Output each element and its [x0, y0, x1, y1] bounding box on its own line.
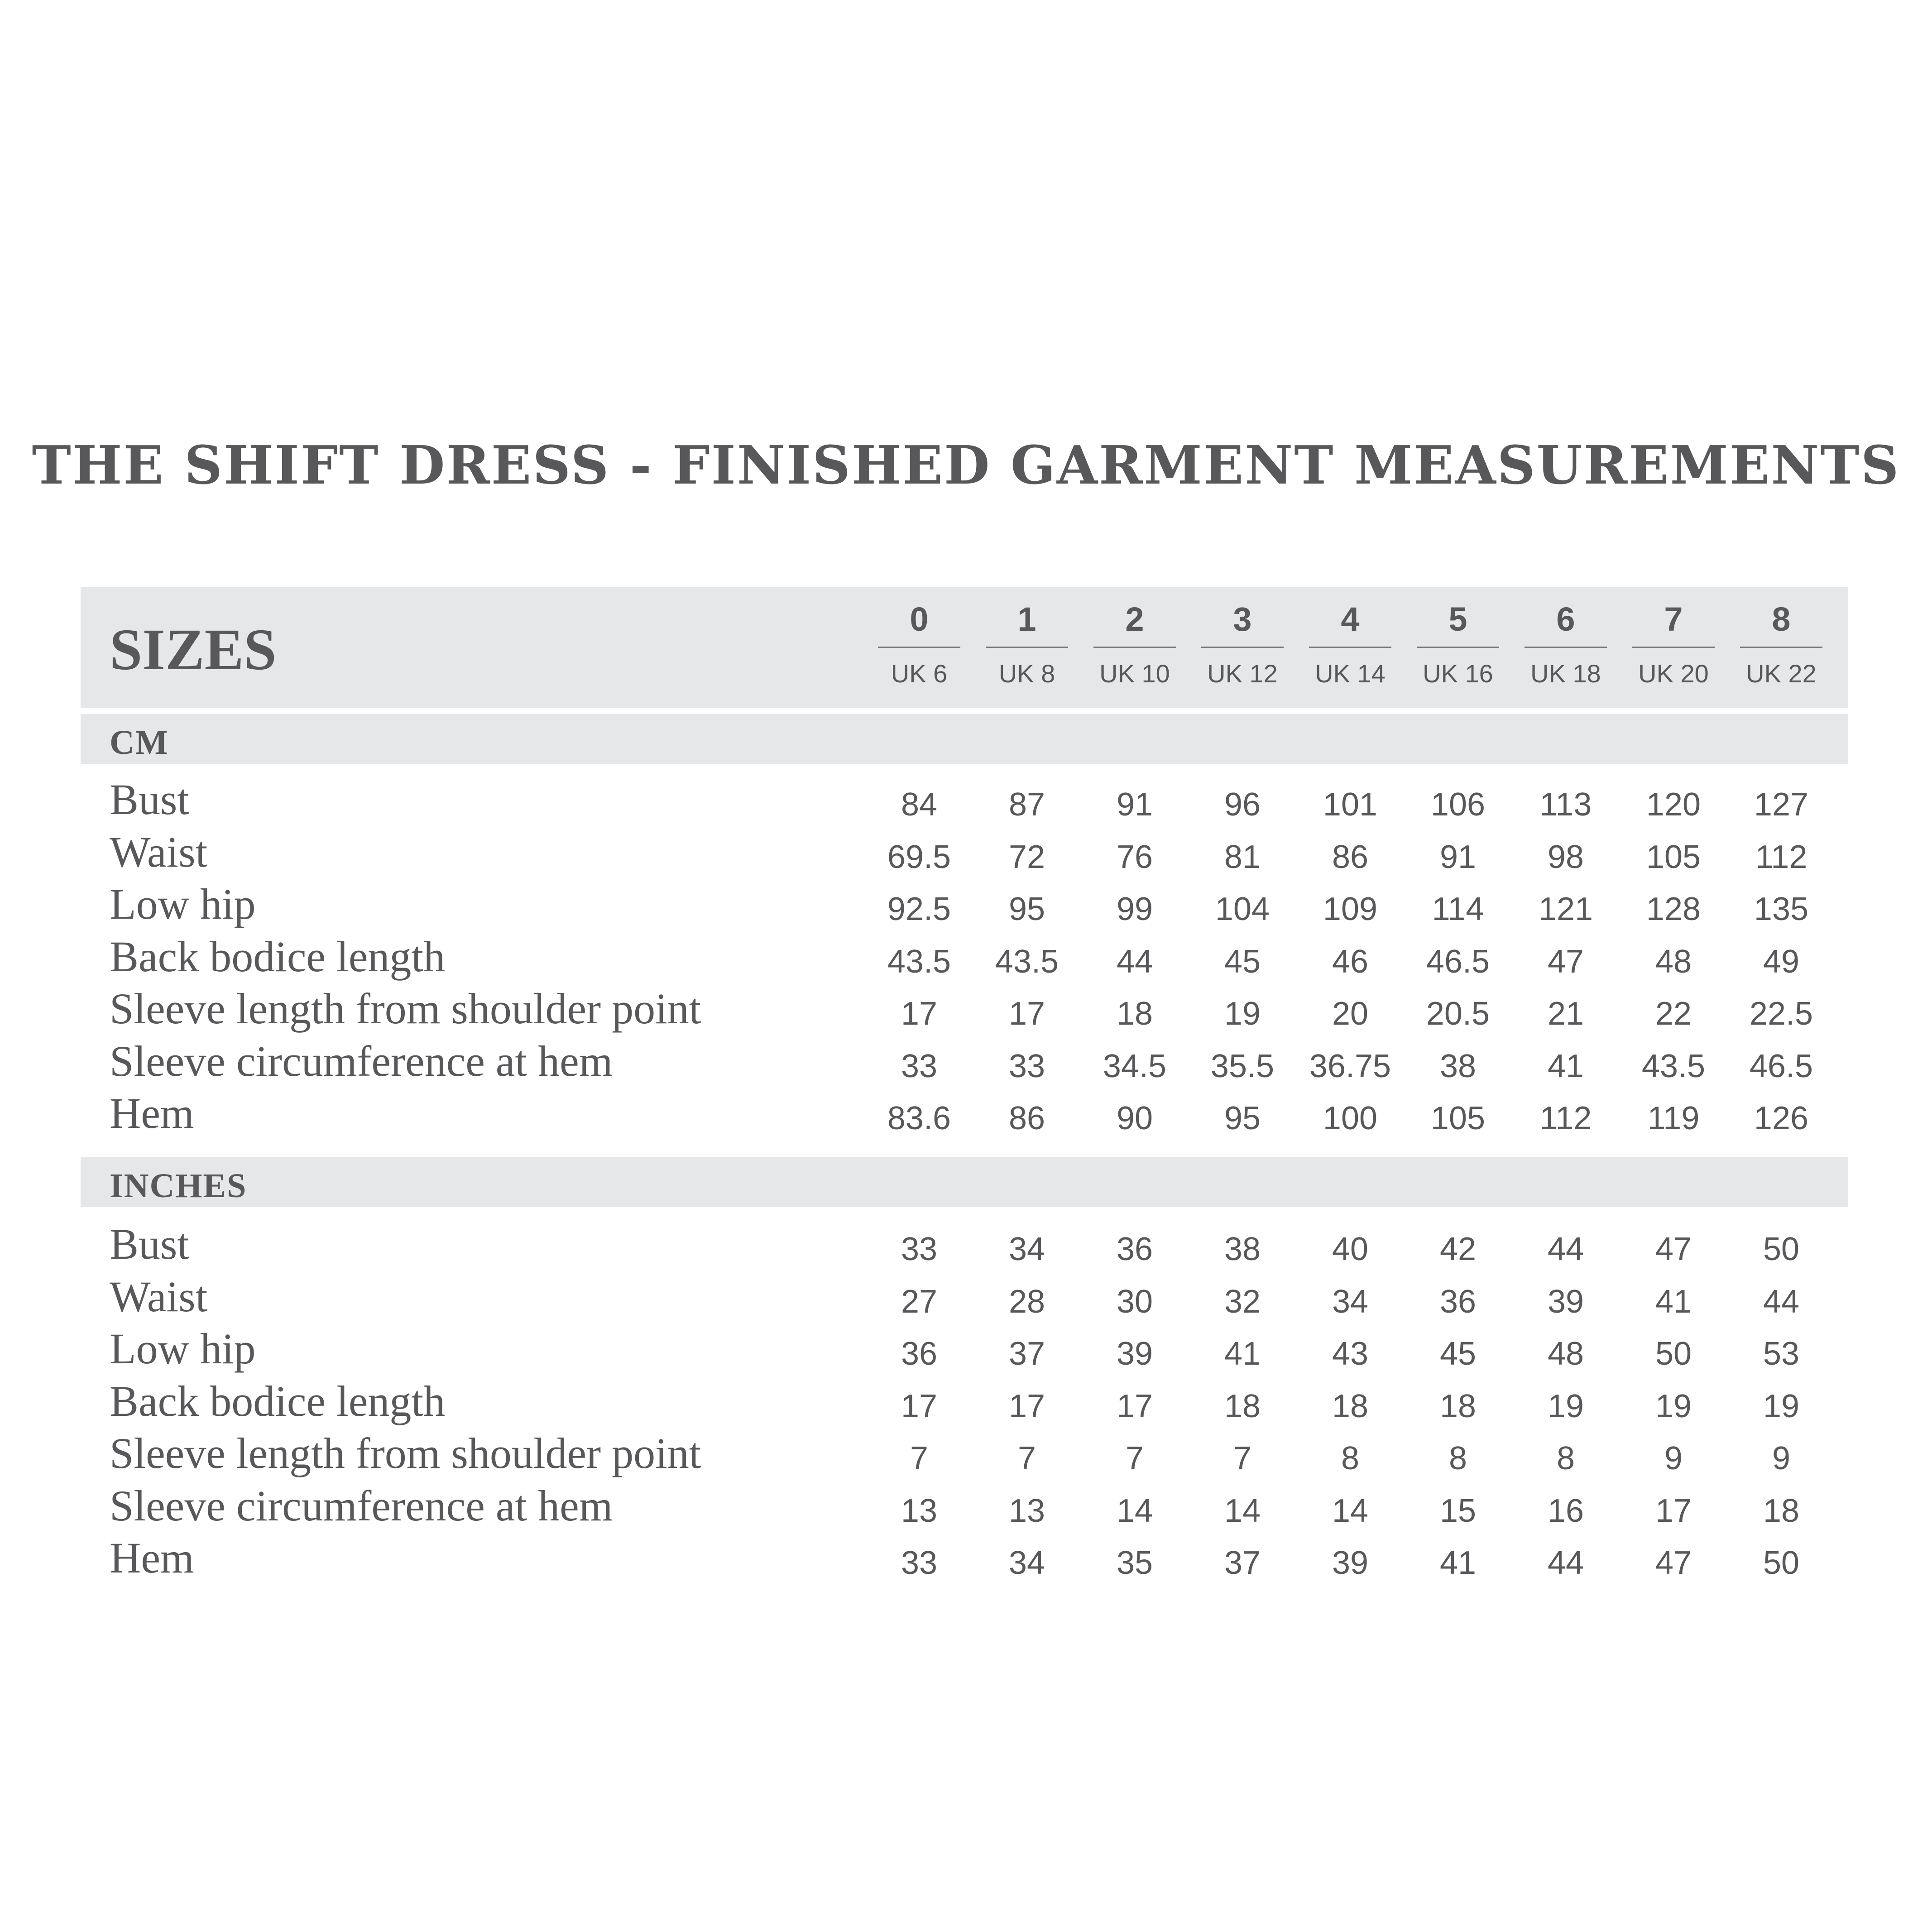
measurement-value: 16 — [1547, 1492, 1584, 1529]
measurement-value: 13 — [1008, 1492, 1045, 1529]
measurement-value: 19 — [1763, 1388, 1800, 1424]
size-column — [1309, 597, 1391, 690]
measurement-label: Sleeve circumference at hem — [110, 1036, 613, 1085]
table-row — [0, 930, 1932, 983]
table-row — [0, 1218, 1932, 1270]
measurement-value: 43.5 — [887, 943, 951, 980]
size-divider — [878, 647, 960, 648]
table-row — [0, 826, 1932, 878]
measurement-label: Sleeve length from shoulder point — [110, 984, 701, 1033]
measurement-value: 20 — [1332, 996, 1369, 1032]
measurement-value: 19 — [1224, 996, 1261, 1032]
measurement-value: 8 — [1448, 1440, 1467, 1477]
measurement-value: 28 — [1008, 1283, 1045, 1320]
measurement-value: 135 — [1754, 891, 1809, 927]
size-divider — [1309, 647, 1391, 648]
measurement-label: Bust — [110, 775, 190, 824]
measurement-value: 95 — [1008, 891, 1045, 927]
size-divider — [1740, 647, 1822, 648]
measurement-label: Waist — [110, 1272, 208, 1321]
sizes-label: SIZES — [110, 617, 277, 682]
measurement-value: 113 — [1539, 786, 1592, 823]
measurement-value: 44 — [1547, 1231, 1584, 1267]
measurement-value: 40 — [1332, 1231, 1369, 1267]
size-column — [1525, 597, 1607, 690]
size-number: 0 — [910, 600, 929, 638]
measurement-value: 104 — [1215, 891, 1270, 927]
measurement-value: 91 — [1116, 786, 1153, 823]
measurement-value: 126 — [1754, 1100, 1809, 1136]
measurement-value: 18 — [1763, 1492, 1800, 1529]
measurement-value: 47 — [1655, 1545, 1692, 1581]
measurement-value: 121 — [1538, 891, 1593, 927]
measurement-value: 9 — [1664, 1440, 1683, 1477]
measurement-value: 46.5 — [1426, 943, 1490, 980]
measurement-value: 49 — [1763, 943, 1800, 980]
measurement-value: 17 — [1116, 1388, 1153, 1424]
measurement-label: Low hip — [110, 880, 256, 928]
measurement-value: 92.5 — [887, 891, 951, 927]
size-divider — [1417, 647, 1499, 648]
measurement-value: 106 — [1430, 786, 1486, 823]
measurement-value: 37 — [1008, 1336, 1045, 1372]
measurement-value: 18 — [1224, 1388, 1261, 1424]
measurement-value: 33 — [901, 1231, 938, 1267]
measurement-value: 119 — [1647, 1100, 1700, 1136]
measurement-value: 36 — [1116, 1231, 1153, 1267]
inches-section-band — [81, 1157, 1848, 1207]
measurement-label: Hem — [110, 1089, 194, 1137]
measurement-value: 35 — [1116, 1545, 1153, 1581]
measurement-value: 7 — [1233, 1440, 1252, 1477]
measurement-value: 18 — [1439, 1388, 1477, 1424]
table-row — [0, 1427, 1932, 1479]
measurement-value: 105 — [1646, 839, 1701, 875]
inches-section-label: INCHES — [110, 1167, 247, 1205]
size-column — [1632, 597, 1715, 690]
measurement-value: 76 — [1116, 839, 1153, 875]
cm-section-label: CM — [110, 724, 169, 762]
size-number: 1 — [1017, 600, 1036, 638]
size-divider — [986, 647, 1068, 648]
page-title: THE SHIFT DRESS - FINISHED GARMENT MEASUREMENTS — [32, 435, 1900, 496]
measurement-value: 17 — [901, 1388, 938, 1424]
measurement-value: 36 — [901, 1336, 938, 1372]
measurement-value: 96 — [1224, 786, 1261, 823]
measurement-value: 43.5 — [1641, 1048, 1706, 1084]
table-row — [0, 1480, 1932, 1532]
measurement-value: 114 — [1432, 891, 1484, 927]
uk-size-label: UK 20 — [1638, 659, 1709, 688]
measurement-value: 99 — [1116, 891, 1153, 927]
measurement-value: 109 — [1323, 891, 1378, 927]
measurement-value: 53 — [1763, 1336, 1800, 1372]
measurement-value: 50 — [1763, 1231, 1800, 1267]
measurement-value: 14 — [1224, 1492, 1261, 1529]
measurement-value: 45 — [1439, 1336, 1477, 1372]
measurement-value: 34 — [1332, 1283, 1369, 1320]
measurement-value: 112 — [1755, 839, 1807, 875]
measurement-value: 81 — [1224, 839, 1261, 875]
measurement-value: 32 — [1224, 1283, 1261, 1320]
measurement-value: 8 — [1556, 1440, 1575, 1477]
size-column — [1093, 597, 1176, 690]
measurement-label: Hem — [110, 1534, 194, 1582]
size-divider — [1632, 647, 1715, 648]
measurement-value: 120 — [1646, 786, 1701, 823]
measurement-value: 7 — [1017, 1440, 1036, 1477]
measurement-value: 34 — [1008, 1545, 1045, 1581]
measurement-value: 34 — [1008, 1231, 1045, 1267]
measurement-value: 36.75 — [1309, 1048, 1391, 1084]
measurement-value: 95 — [1224, 1100, 1261, 1136]
measurement-value: 101 — [1323, 786, 1378, 823]
measurement-value: 43 — [1332, 1336, 1369, 1372]
measurement-value: 14 — [1116, 1492, 1153, 1529]
measurement-value: 33 — [901, 1048, 938, 1084]
table-row — [0, 1532, 1932, 1584]
measurement-value: 91 — [1439, 839, 1477, 875]
measurement-value: 14 — [1332, 1492, 1369, 1529]
table-row — [0, 1375, 1932, 1427]
measurement-value: 84 — [901, 786, 938, 823]
measurement-label: Back bodice length — [110, 1376, 446, 1425]
measurement-value: 27 — [901, 1283, 938, 1320]
measurement-value: 83.6 — [887, 1100, 951, 1136]
measurement-value: 98 — [1547, 839, 1584, 875]
measurement-value: 46 — [1332, 943, 1369, 980]
measurement-value: 22 — [1655, 996, 1692, 1032]
table-row — [0, 1270, 1932, 1323]
measurement-value: 45 — [1224, 943, 1261, 980]
measurement-value: 72 — [1008, 839, 1045, 875]
size-divider — [1525, 647, 1607, 648]
measurement-value: 48 — [1655, 943, 1692, 980]
measurement-value: 50 — [1655, 1336, 1692, 1372]
cm-section-band — [81, 714, 1848, 764]
measurement-value: 39 — [1116, 1336, 1153, 1372]
size-column — [878, 597, 960, 690]
uk-size-label: UK 18 — [1530, 659, 1601, 688]
measurement-value: 15 — [1439, 1492, 1477, 1529]
size-column — [1740, 597, 1822, 690]
table-row — [0, 773, 1932, 825]
measurement-value: 17 — [1008, 1388, 1045, 1424]
measurement-value: 41 — [1547, 1048, 1584, 1084]
size-number: 5 — [1448, 600, 1467, 638]
measurement-label: Sleeve circumference at hem — [110, 1481, 613, 1530]
measurement-value: 34.5 — [1103, 1048, 1167, 1084]
measurement-value: 47 — [1547, 943, 1584, 980]
uk-size-label: UK 10 — [1099, 659, 1170, 688]
measurement-value: 41 — [1224, 1336, 1261, 1372]
measurement-value: 9 — [1772, 1440, 1791, 1477]
measurement-value: 44 — [1116, 943, 1153, 980]
measurement-value: 86 — [1008, 1100, 1045, 1136]
measurement-label: Back bodice length — [110, 932, 446, 981]
measurement-value: 42 — [1439, 1231, 1477, 1267]
measurement-value: 105 — [1430, 1100, 1486, 1136]
size-column — [1417, 597, 1499, 690]
size-divider — [1201, 647, 1284, 648]
measurement-value: 19 — [1547, 1388, 1584, 1424]
table-row — [0, 1087, 1932, 1139]
size-number: 3 — [1233, 600, 1252, 638]
measurement-label: Waist — [110, 827, 208, 876]
measurement-value: 90 — [1116, 1100, 1153, 1136]
measurement-value: 8 — [1341, 1440, 1360, 1477]
size-number: 8 — [1772, 600, 1791, 638]
measurement-value: 20.5 — [1426, 996, 1490, 1032]
measurement-value: 22.5 — [1749, 996, 1813, 1032]
size-column — [986, 597, 1068, 690]
measurement-value: 69.5 — [887, 839, 951, 875]
measurement-value: 19 — [1655, 1388, 1692, 1424]
measurement-value: 33 — [901, 1545, 938, 1581]
measurement-value: 112 — [1539, 1100, 1592, 1136]
measurement-value: 43.5 — [995, 943, 1059, 980]
size-column — [1201, 597, 1284, 690]
measurement-value: 21 — [1547, 996, 1584, 1032]
table-row — [0, 983, 1932, 1035]
measurement-value: 128 — [1646, 891, 1701, 927]
measurement-value: 17 — [1655, 1492, 1692, 1529]
measurement-value: 7 — [910, 1440, 929, 1477]
measurement-value: 18 — [1332, 1388, 1369, 1424]
measurement-value: 50 — [1763, 1545, 1800, 1581]
measurement-value: 41 — [1439, 1545, 1477, 1581]
measurement-value: 86 — [1332, 839, 1369, 875]
measurement-value: 30 — [1116, 1283, 1153, 1320]
uk-size-label: UK 14 — [1315, 659, 1385, 688]
table-row — [0, 1323, 1932, 1375]
measurement-value: 38 — [1224, 1231, 1261, 1267]
measurement-label: Bust — [110, 1220, 190, 1268]
size-number: 7 — [1664, 600, 1683, 638]
measurement-value: 17 — [1008, 996, 1045, 1032]
measurement-value: 33 — [1008, 1048, 1045, 1084]
measurement-value: 36 — [1439, 1283, 1477, 1320]
size-divider — [1093, 647, 1176, 648]
measurement-value: 38 — [1439, 1048, 1477, 1084]
measurement-label: Low hip — [110, 1324, 256, 1373]
uk-size-label: UK 16 — [1423, 659, 1493, 688]
measurement-value: 46.5 — [1749, 1048, 1813, 1084]
measurement-value: 44 — [1763, 1283, 1800, 1320]
measurement-value: 18 — [1116, 996, 1153, 1032]
uk-size-label: UK 8 — [998, 659, 1055, 688]
measurement-value: 37 — [1224, 1545, 1261, 1581]
table-row — [0, 878, 1932, 930]
measurement-value: 87 — [1008, 786, 1045, 823]
table-row — [0, 1035, 1932, 1087]
measurement-value: 17 — [901, 996, 938, 1032]
measurement-label: Sleeve length from shoulder point — [110, 1429, 701, 1477]
size-number: 4 — [1341, 600, 1360, 638]
uk-size-label: UK 6 — [891, 659, 948, 688]
uk-size-label: UK 22 — [1746, 659, 1817, 688]
measurement-value: 41 — [1655, 1283, 1692, 1320]
measurement-value: 39 — [1332, 1545, 1369, 1581]
measurement-value: 48 — [1547, 1336, 1584, 1372]
uk-size-label: UK 12 — [1207, 659, 1278, 688]
measurement-value: 35.5 — [1210, 1048, 1275, 1084]
measurement-value: 100 — [1323, 1100, 1378, 1136]
measurement-value: 47 — [1655, 1231, 1692, 1267]
size-number: 2 — [1125, 600, 1144, 638]
measurement-value: 39 — [1547, 1283, 1584, 1320]
measurement-value: 7 — [1125, 1440, 1144, 1477]
measurement-value: 44 — [1547, 1545, 1584, 1581]
measurement-value: 13 — [901, 1492, 938, 1529]
measurement-value: 127 — [1754, 786, 1809, 823]
size-number: 6 — [1556, 600, 1575, 638]
